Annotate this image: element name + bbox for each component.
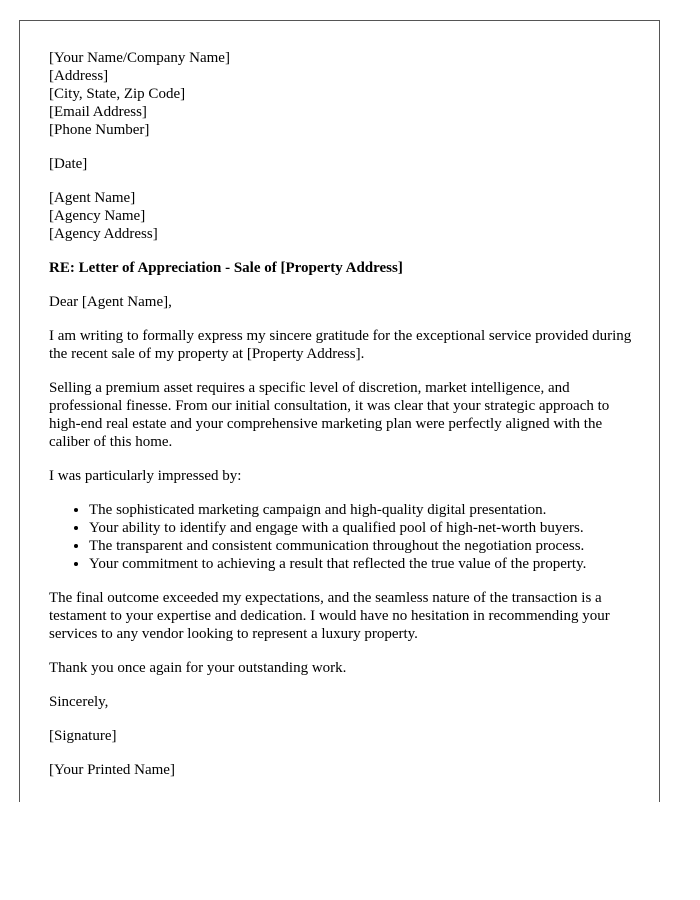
signature-placeholder: [Signature]	[49, 728, 117, 744]
list-item: • The sophisticated marketing campaign and high-quality digital presentation.	[89, 501, 639, 519]
sender-address: [Address]	[49, 68, 109, 84]
date-block	[49, 155, 639, 173]
printed-name: [Your Printed Name]	[49, 762, 175, 778]
recipient-agency-address: [Agency Address]	[49, 226, 158, 242]
list-item: • Your ability to identify and engage with a qualified pool of high-net-worth buyers.	[89, 519, 639, 537]
body-paragraph: The final outcome exceeded my expectations, and the seamless nature of the transaction is a testament to your expertise and dedication. I would have no hesitation in recommending your services to any vendor looking to represent a luxury property.	[49, 590, 610, 642]
sender-city-state-zip: [City, State, Zip Code]	[49, 86, 186, 102]
body-paragraph: Selling a premium asset requires a specific level of discretion, market intelligence, and professional finesse. From our initial consultation, it was clear that your strategic approach to high-end real estate and your comprehensive marketing plan were perfectly aligned with the caliber of this home.	[49, 380, 610, 450]
impressions-list	[49, 501, 639, 573]
list-item: • The transparent and consistent communication throughout the negotiation process.	[89, 537, 639, 555]
sender-phone: [Phone Number]	[49, 122, 150, 138]
signoff: Sincerely,	[49, 694, 109, 710]
letter-date: [Date]	[49, 156, 88, 172]
body-paragraph: I was particularly impressed by:	[49, 468, 242, 484]
sender-block	[49, 49, 639, 139]
recipient-name: [Agent Name]	[49, 190, 136, 206]
recipient-agency: [Agency Name]	[49, 208, 146, 224]
recipient-block	[49, 189, 639, 243]
sender-email: [Email Address]	[49, 104, 147, 120]
body-paragraph: Thank you once again for your outstanding work.	[49, 660, 347, 676]
body-paragraph: I am writing to formally express my sincere gratitude for the exceptional service provided during the recent sale of my property at [Property Address].	[49, 328, 632, 362]
salutation: Dear [Agent Name],	[49, 294, 172, 310]
list-item: • Your commitment to achieving a result that reflected the true value of the property.	[89, 555, 639, 573]
letter-page	[19, 20, 660, 802]
letter-content	[49, 49, 639, 795]
subject-line: RE: Letter of Appreciation - Sale of [Property Address]	[49, 260, 403, 276]
sender-name: [Your Name/Company Name]	[49, 50, 230, 66]
